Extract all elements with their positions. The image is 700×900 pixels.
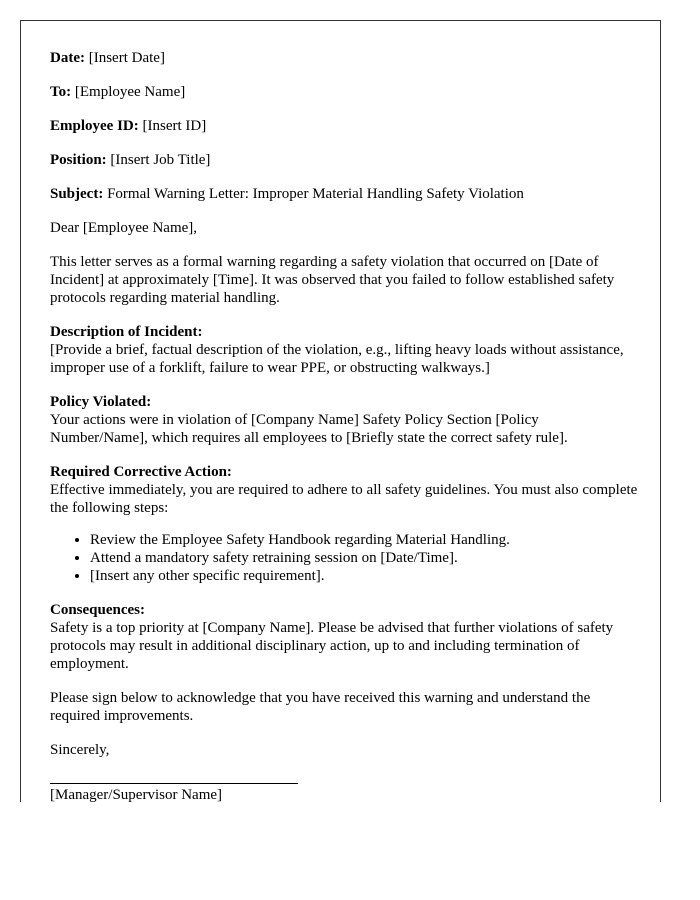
description-title: Description of Incident:: [50, 324, 203, 340]
to-field: [50, 83, 640, 101]
corrective-steps-list: [50, 531, 640, 585]
list-item: • [Insert any other specific requirement].: [90, 567, 640, 585]
acknowledge-paragraph: Please sign below to acknowledge that you have received this warning and understand the required improvements.: [50, 690, 591, 724]
signature-name: [Manager/Supervisor Name]: [50, 787, 223, 802]
consequences-body: Safety is a top priority at [Company Name]. Please be advised that further violations of safety protocols may result in additional disciplinary action, up to and including termination of employment.: [50, 620, 614, 672]
letter-content: [50, 49, 640, 802]
policy-body: Your actions were in violation of [Company Name] Safety Policy Section [Policy Number/Name], which requires all employees to [Briefly state the correct safety rule].: [50, 412, 568, 446]
policy-section: [50, 393, 640, 447]
description-section: [50, 323, 640, 377]
letter-page: [20, 20, 661, 802]
list-item: • Review the Employee Safety Handbook regarding Material Handling.: [90, 531, 640, 549]
field-label: Date:: [50, 50, 85, 66]
field-label: Subject:: [50, 186, 104, 202]
intro-paragraph: This letter serves as a formal warning regarding a safety violation that occurred on [Date of Incident] at approximately [Time]. It was observed that you failed to follow established safety protocols regarding material handling.: [50, 254, 615, 306]
field-label: To:: [50, 84, 72, 100]
employee-id-field: [50, 117, 640, 135]
description-body: [Provide a brief, factual description of the violation, e.g., lifting heavy loads without assistance, improper use of a forklift, failure to wear PPE, or obstructing walkways.]: [50, 342, 624, 376]
field-value: [Insert Date]: [84, 50, 165, 66]
corrective-section: [50, 463, 640, 517]
signature-line: [50, 783, 298, 784]
corrective-title: Required Corrective Action:: [50, 464, 232, 480]
field-value: [Insert ID]: [138, 118, 207, 134]
consequences-section: [50, 601, 640, 673]
subject-field: [50, 185, 640, 203]
corrective-body: Effective immediately, you are required to adhere to all safety guidelines. You must also complete the following steps:: [50, 482, 638, 516]
closing: Sincerely,: [50, 742, 110, 758]
consequences-title: Consequences:: [50, 602, 146, 618]
field-value: Formal Warning Letter: Improper Material Handling Safety Violation: [103, 186, 524, 202]
field-value: [Insert Job Title]: [106, 152, 211, 168]
list-item: • Attend a mandatory safety retraining session on [Date/Time].: [90, 549, 640, 567]
policy-title: Policy Violated:: [50, 394, 152, 410]
salutation: Dear [Employee Name],: [50, 220, 198, 236]
field-label: Position:: [50, 152, 107, 168]
field-value: [Employee Name]: [71, 84, 186, 100]
date-field: [50, 49, 640, 67]
position-field: [50, 151, 640, 169]
field-label: Employee ID:: [50, 118, 139, 134]
